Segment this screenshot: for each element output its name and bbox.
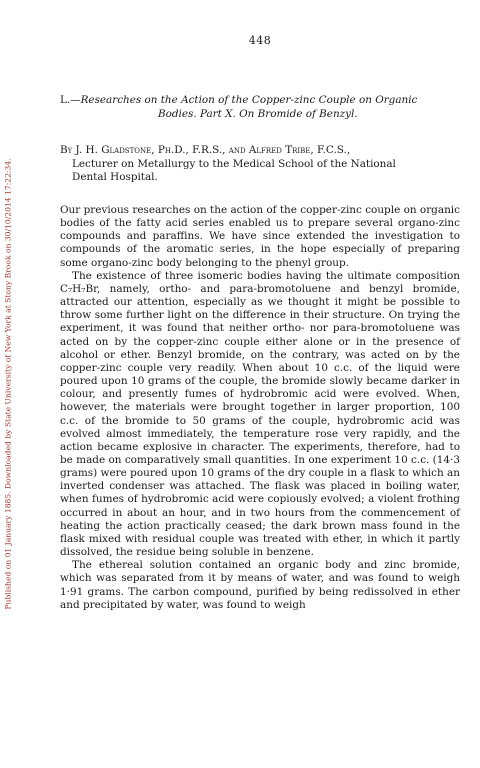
authors-line-3: Dental Hospital. [72, 171, 158, 183]
page-number: 448 [248, 34, 272, 47]
author-byline [60, 144, 460, 185]
download-notice-margin [0, 0, 16, 768]
title-lead: L.— [60, 94, 81, 106]
title-line-1: Researches on the Action of the Copper-zinc Couple on Organic [80, 94, 418, 106]
title-line-2: Bodies. Part X. On Bromide of Benzyl. [158, 107, 358, 120]
paragraph-2: The existence of three isomeric bodies having the ultimate composition C₇H₇Br, namely, ortho- and para-bromotoluene and benzyl bromide, attracted our attention, especially as we thought it might be possible to throw some further light on the difference in their structure. On trying the experiment, it was found that neither ortho- nor para-bromotoluene was acted on by the copper-zinc couple either alone or in the presence of alcohol or ether. Benzyl bromide, on the contrary, was acted on by the copper-zinc couple very readily. When about 10 c.c. of the liquid were poured upon 10 grams of the couple, the bromide slowly became darker in colour, and presently fumes of hydrobromic acid were evolved. When, however, the materials were brought together in larger proportion, 100 c.c. of the bromide to 50 grams of the couple, hydrobromic acid was evolved almost immediately, the temperature rose very rapidly, and the action became explosive in character. The experiments, therefore, had to be made on comparatively small quantities. In one experiment 10 c.c. (14·3 grams) were poured upon 10 grams of the dry couple in a flask to which an inverted condenser was attached. The flask was placed in boiling water, when fumes of hydrobromic acid were copiously evolved; a violent frothing occurred in about an hour, and in two hours from the commencement of heating the action practically ceased; the dark brown mass found in the flask mixed with residual couple was treated with ether, in which it partly dissolved, the residue being soluble in benzene. [60, 269, 460, 559]
paragraph-3: The ethereal solution contained an organic body and zinc bromide, which was separated from it by means of water, and was found to weigh 1·91 grams. The carbon compound, purified by being redissolved in ether and precipitated by water, was found to weigh [60, 559, 460, 611]
article-title [60, 94, 460, 121]
authors-line-1: By J. H. Gladstone, Ph.D., F.R.S., and Alfred Tribe, F.C.S., [60, 144, 351, 156]
download-notice: Published on 01 January 1885. Downloaded by State University of New York at Stony Brook on 30/10/2014 17:22:34. [3, 158, 13, 610]
authors-line-2: Lecturer on Metallurgy to the Medical School of the National [72, 157, 396, 170]
paragraph-1: Our previous researches on the action of the copper-zinc couple on organic bodies of the fatty acid series enabled us to prepare several organo-zinc compounds and paraffins. We have since extended the investigation to compounds of the aromatic series, in the hope especially of preparing some organo-zinc body belonging to the phenyl group. [60, 204, 460, 269]
article-body [60, 204, 460, 612]
